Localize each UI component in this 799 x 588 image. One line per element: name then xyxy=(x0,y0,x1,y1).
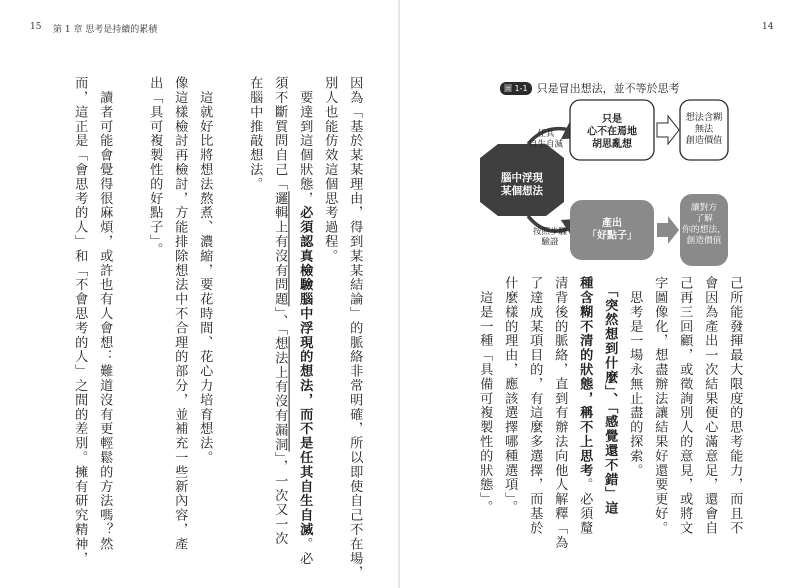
right-col-7: 種含糊不清的狀態，稱不上思考。必須釐 xyxy=(577,276,593,536)
left-col-7: 像這樣檢討再檢討，方能排除想法中不合理的部分，並補充一些新內容，產 xyxy=(172,76,188,552)
flow-diagram xyxy=(468,96,730,271)
left-col-8: 出「具可複製性的好點子」。 xyxy=(147,76,163,257)
right-col-4: 字圖像化，想盡辦法讓結果好還要更好。 xyxy=(652,276,668,536)
left-col-5: 在腦中推敲想法。 xyxy=(247,76,263,192)
right-col-8: 清背後的脈絡，直到有辦法向他人解釋「為 xyxy=(552,276,568,550)
left-col-2: 別人也能仿效這個思考過程。 xyxy=(322,76,338,264)
right-col-2: 會因為產出一次結果便心滿意足，還會自 xyxy=(702,276,718,536)
figure-caption: 只是冒出想法，並不等於思考 xyxy=(536,82,680,95)
upper-mid-node-label: 只是心不在焉地胡思亂想 xyxy=(587,114,637,150)
right-col-11: 這是一種「具備可複製性的狀態」。 xyxy=(477,276,493,515)
right-page-number: 14 xyxy=(762,22,774,32)
left-col-9: 讀者可能會覺得很麻煩，或許也有人會想：難道沒有更輕鬆的方法嗎？然 xyxy=(97,76,113,552)
upper-result-arrow xyxy=(657,116,679,144)
lower-edge-label: 按照步驟驗證 xyxy=(532,227,568,248)
upper-edge-label: 任其自生自滅 xyxy=(528,129,564,150)
right-col-1: 己所能發揮最大限度的思考能力，而且不 xyxy=(727,276,743,536)
start-node-label: 腦中浮現某個想法 xyxy=(501,172,543,198)
figure-tag: 圖 1-1 xyxy=(500,82,532,95)
left-col-4: 須不斷質問自己「邏輯上有沒有問題」、「想法上有沒有漏洞」，一次又一次 xyxy=(272,76,288,546)
upper-result-node-label: 想法含糊無法創造價值 xyxy=(685,112,723,146)
lower-mid-node-label: 產出「好點子」 xyxy=(587,218,637,242)
right-col-10: 什麼樣的理由，應該選擇哪種選項」。 xyxy=(502,276,518,515)
lower-result-arrow xyxy=(657,216,679,244)
right-col-3: 己再三回顧，或徵詢別人的意見，或將文 xyxy=(677,276,693,536)
figure-title xyxy=(500,80,680,96)
left-col-1: 因為「基於某某理由，得到某某結論」的脈絡非常明確，所以即使自己不在場， xyxy=(347,76,363,580)
lower-result-node-label: 讓對方了解你的想法，創造價值 xyxy=(682,203,726,246)
left-running-title: 第 1 章 思考是持續的累積 xyxy=(53,25,158,35)
book-spine xyxy=(398,0,400,588)
left-col-6: 這就好比將想法熬煮、濃縮，要花時間、花心力培育想法。 xyxy=(197,76,213,465)
left-page-number: 15 xyxy=(30,22,42,32)
left-col-10: 而，這正是「會思考的人」和「不會思考的人」之間的差別。擁有研究精神， xyxy=(72,76,88,566)
right-col-9: 了達成某項目的，有這麼多選擇，而基於 xyxy=(527,276,543,536)
left-col-3: 要達到這個狀態，必須認真檢驗腦中浮現的想法，而不是任其自生自滅。必 xyxy=(297,76,313,566)
right-col-5: 思考是一場永無止盡的探索。 xyxy=(627,276,643,478)
right-col-6: 「突然想到什麼」、「感覺還不錯」這 xyxy=(602,276,618,516)
